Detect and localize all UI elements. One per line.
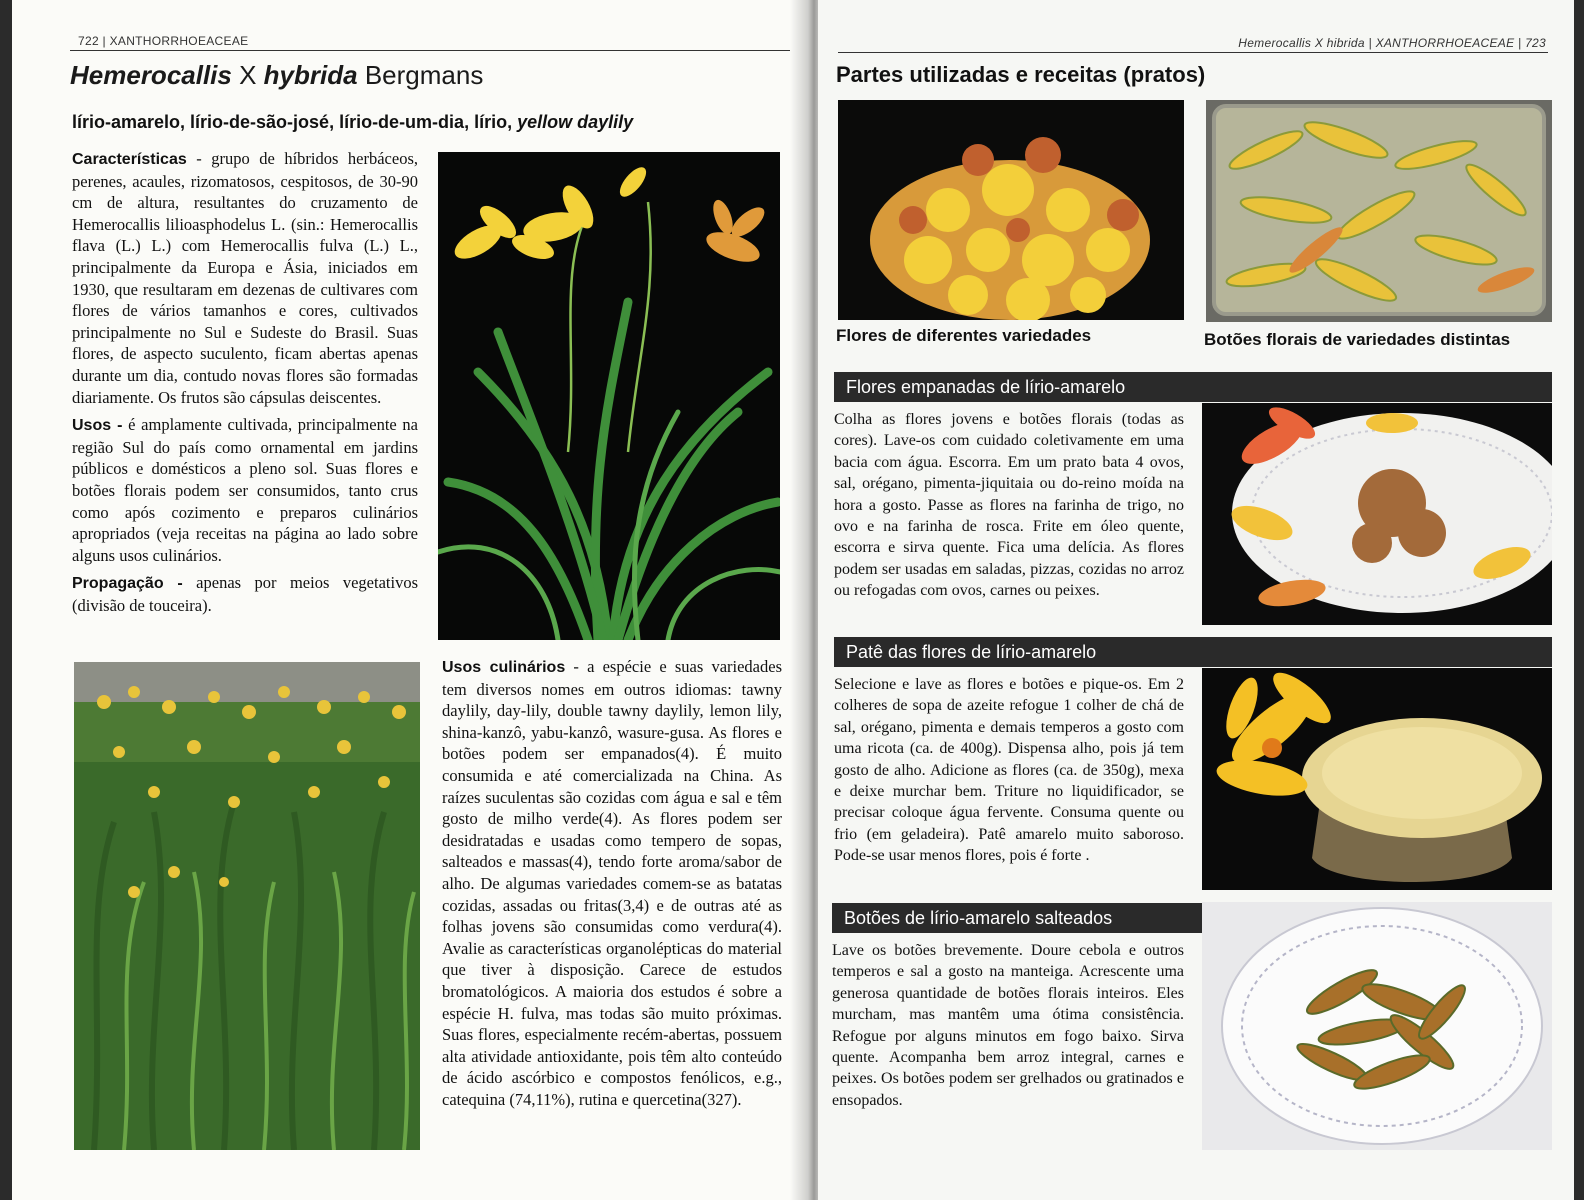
culinarios-label: Usos culinários — [442, 659, 566, 676]
common-names — [72, 112, 633, 133]
culinary-uses-text — [442, 656, 782, 1116]
recipe3-text: Lave os botões brevemente. Doure cebola e outros temperos e sal a gosto na manteiga. Acrescente uma generosa quantidade de botões florais inteiros. Eles murcham, mas mantêm uma ótima consistência. Refogue por alguns minutos em fogo baixo. Sirva quente. Acompanha bem arroz integral, carnes e peixes. Os botões podem ser grelhados ou gratinados e ensopados. — [832, 942, 1184, 1109]
fried-flowers-plate-illustration — [1202, 403, 1552, 625]
photo-bud-varieties — [1206, 100, 1552, 322]
pate-bowl-illustration — [1202, 668, 1552, 890]
caracteristicas-paragraph — [72, 148, 418, 408]
caption-bud-varieties: Botões florais de variedades distintas — [1204, 330, 1511, 349]
usos-text: é amplamente cultivada, principalmente na região Sul do país como ornamental em jardins públicos e domésticos a pleno sol. Suas flores e botões florais podem ser consumidos, tanto crus como após cozimento e preparos culinários apropriados (veja receitas na página ao lado sobre alguns usos culinários. — [72, 415, 418, 565]
culinarios-text: - a espécie e suas variedades tem diversos nomes em outros idiomas: tawny daylily, day-lily, double tawny daylily, lemon lily, shina-kanzô, yabu-kanzô, wasure-gusa. As flores e botões podem ser empanados(4). É muito consumida e até comercializada na China. As raízes suculentas são cozidas com água e sal e têm gosto de milho verde(4). As flores podem ser desidratadas e usadas como tempero de sopas, salteados e massas(4), tendo forte aroma/sabor de alho. De algumas variedades comem-se as batatas cozidas, assadas ou fritas(3,4) e de outras até as folhas jovens são consumidas como verdura(4). Avalie as características organolépticas do material que tiver à disposição. Carece de estudos bromatológicos. A maioria dos estudos é sobre a espécie H. fulva, mas todas são muito próximas. Suas flores, especialmente recém-abertas, possuem alta atividade antioxidante, pois têm alto conteúdo de ácido ascórbico e compostos fenólicos, e.g., catequina (74,11%), rutina e quercetina(327). — [442, 657, 782, 1109]
propagacao-label: Propagação - — [72, 575, 183, 593]
species-title — [70, 60, 483, 91]
usos-paragraph — [72, 414, 418, 566]
recipe1-banner: Flores empanadas de lírio-amarelo — [834, 372, 1552, 402]
left-column-text — [72, 148, 418, 622]
right-page — [818, 0, 1574, 1200]
recipe2-text: Selecione e lave as flores e botões e pique-os. Em 2 colheres de sopa de azeite refogue 1 colher de chá de sal, orégano, pimenta e demais temperos a gosto com uma ricota (ca. de 400g). Dispensa alho, pois já tem gosto de alho. Adicione as flores (ca. de 350g), mexa e deixe murchar bem. Triture no liquidificador, se precisar coloque água fervente. Consuma quente ou frio (em geladeira). Patê amarelo muito saboroso. Pode-se usar menos flores, pois é forte . — [834, 676, 1184, 865]
propagacao-paragraph — [72, 572, 418, 616]
propagacao-text: apenas por meios vegetativos (divisão de touceira). — [72, 573, 418, 615]
photo-daylily-plant — [438, 152, 780, 640]
title-x: X — [231, 60, 264, 90]
running-head-left: 722 | XANTHORRHOEACEAE — [78, 34, 249, 48]
running-head-right: Hemerocallis X hibrida | XANTHORRHOEACEAE | 723 — [1238, 36, 1546, 50]
photo-recipe1-fried-flowers — [1202, 403, 1552, 625]
header-rule-right — [838, 52, 1548, 53]
header-rule-left — [70, 50, 792, 51]
caracteristicas-label: Características — [72, 151, 187, 168]
caption-flower-varieties: Flores de diferentes variedades — [836, 326, 1092, 345]
common-name-en: yellow daylily — [517, 112, 634, 132]
culinarios-paragraph — [442, 656, 782, 1110]
daylily-garden-illustration — [74, 662, 420, 1150]
common-names-pt: lírio-amarelo, lírio-de-são-josé, lírio-de-um-dia, lírio, — [72, 112, 513, 132]
title-species: hybrida — [263, 60, 358, 90]
usos-label: Usos - — [72, 417, 123, 435]
recipe2-banner: Patê das flores de lírio-amarelo — [834, 637, 1552, 667]
title-genus: Hemerocallis — [70, 60, 232, 90]
photo-flower-varieties — [838, 100, 1184, 320]
photo-recipe2-pate — [1202, 668, 1552, 890]
title-author: Bergmans — [357, 60, 484, 90]
photo-recipe3-sauteed-buds — [1202, 902, 1552, 1150]
daylily-plant-illustration — [438, 152, 780, 640]
recipe3-banner: Botões de lírio-amarelo salteados — [832, 903, 1206, 933]
buds-tray-illustration — [1206, 100, 1552, 322]
photo-daylily-garden — [74, 662, 420, 1150]
recipe1-text: Colha as flores jovens e botões florais (todas as cores). Lave-os com cuidado coletivamente em uma bacia com água. Escorra. Em um prato bata 4 ovos, sal, orégano, pimenta-jiquitaia ou do-reino moída na hora a gosto. Passe as flores na farinha de trigo, no ovo e na farinha de rosca. Frite em óleo quente, escorra e sirva quente. Fica uma delícia. As flores podem ser usadas em saladas, pizzas, cozidas no arroz ou refogadas com ovos, carnes ou peixes. — [834, 411, 1184, 600]
sauteed-buds-plate-illustration — [1202, 902, 1552, 1150]
caracteristicas-text: - grupo de híbridos herbáceos, perenes, acaules, rizomatosos, cespitosos, de 30-90 cm de altura, resultantes do cruzamento de Hemerocallis lilioasphodelus L. (sin.: Hemerocallis flava (L.) L.) com Hemerocallis fulva (L.) L., principalmente da Europa e Ásia, iniciados em 1930, que resultaram em dezenas de cultivares com flores de vários tamanhos e cores, cultivados principalmente no Sul e Sudeste do Brasil. Suas flores, de aspecto suculento, ficam abertas apenas durante um dia, contudo novas flores são formadas diariamente. Os frutos são cápsulas deiscentes. — [72, 149, 418, 407]
section-title: Partes utilizadas e receitas (pratos) — [836, 62, 1206, 87]
flower-pile-illustration — [838, 100, 1184, 320]
left-page — [12, 0, 802, 1200]
